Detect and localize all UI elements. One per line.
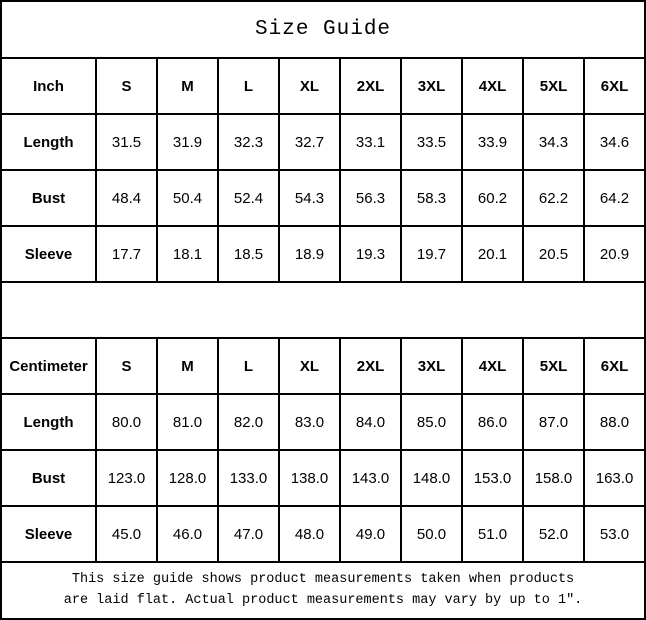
measurement-value-cell: 50.0 — [401, 506, 462, 562]
measurement-value-cell: 88.0 — [584, 394, 645, 450]
centimeter-table — [1, 338, 645, 562]
measurement-value-cell: 46.0 — [157, 506, 218, 562]
measurement-value-cell: 20.5 — [523, 226, 584, 282]
measurement-value-cell: 80.0 — [96, 394, 157, 450]
measurement-value-cell: 81.0 — [157, 394, 218, 450]
measurement-value-cell: 18.9 — [279, 226, 340, 282]
measurement-label: Length — [1, 114, 96, 170]
size-header-cell: S — [96, 58, 157, 114]
measurement-value-cell: 33.5 — [401, 114, 462, 170]
measurement-value-cell: 20.1 — [462, 226, 523, 282]
measurement-row — [1, 506, 645, 562]
measurement-value-cell: 60.2 — [462, 170, 523, 226]
page-title: Size Guide — [1, 1, 645, 58]
measurement-value-cell: 20.9 — [584, 226, 645, 282]
measurement-value-cell: 62.2 — [523, 170, 584, 226]
measurement-label: Bust — [1, 450, 96, 506]
measurement-value-cell: 31.9 — [157, 114, 218, 170]
measurement-value-cell: 83.0 — [279, 394, 340, 450]
measurement-value-cell: 133.0 — [218, 450, 279, 506]
measurement-value-cell: 56.3 — [340, 170, 401, 226]
measurement-row — [1, 114, 645, 170]
measurement-value-cell: 33.1 — [340, 114, 401, 170]
measurement-value-cell: 51.0 — [462, 506, 523, 562]
measurement-value-cell: 58.3 — [401, 170, 462, 226]
measurement-value-cell: 85.0 — [401, 394, 462, 450]
measurement-value-cell: 49.0 — [340, 506, 401, 562]
measurement-value-cell: 32.7 — [279, 114, 340, 170]
size-header-cell: L — [218, 338, 279, 394]
measurement-value-cell: 86.0 — [462, 394, 523, 450]
size-header-cell: 4XL — [462, 58, 523, 114]
footer-note-line-2: are laid flat. Actual product measurements may vary by up to 1″. — [63, 592, 583, 608]
unit-label: Inch — [1, 58, 96, 114]
spacer-cell — [1, 282, 645, 338]
spacer-row — [1, 282, 645, 338]
size-header-cell: 6XL — [584, 58, 645, 114]
measurement-value-cell: 18.5 — [218, 226, 279, 282]
unit-label: Centimeter — [1, 338, 96, 394]
measurement-label: Length — [1, 394, 96, 450]
size-header-cell: XL — [279, 58, 340, 114]
size-header-cell: 5XL — [523, 338, 584, 394]
measurement-value-cell: 45.0 — [96, 506, 157, 562]
measurement-value-cell: 47.0 — [218, 506, 279, 562]
measurement-value-cell: 158.0 — [523, 450, 584, 506]
size-header-cell: 4XL — [462, 338, 523, 394]
measurement-row — [1, 226, 645, 282]
size-header-cell: S — [96, 338, 157, 394]
measurement-row — [1, 450, 645, 506]
size-header-cell: M — [157, 338, 218, 394]
footer-note-line-1: This size guide shows product measurements taken when products — [71, 572, 575, 588]
size-header-row — [1, 338, 645, 394]
measurement-label: Sleeve — [1, 226, 96, 282]
measurement-value-cell: 19.7 — [401, 226, 462, 282]
measurement-value-cell: 143.0 — [340, 450, 401, 506]
measurement-value-cell: 18.1 — [157, 226, 218, 282]
measurement-value-cell: 34.3 — [523, 114, 584, 170]
size-header-row — [1, 58, 645, 114]
size-header-cell: M — [157, 58, 218, 114]
measurement-value-cell: 87.0 — [523, 394, 584, 450]
measurement-value-cell: 163.0 — [584, 450, 645, 506]
measurement-value-cell: 32.3 — [218, 114, 279, 170]
measurement-value-cell: 153.0 — [462, 450, 523, 506]
size-header-cell: L — [218, 58, 279, 114]
size-header-cell: 5XL — [523, 58, 584, 114]
measurement-row — [1, 394, 645, 450]
inch-table — [1, 58, 645, 282]
size-header-cell: 2XL — [340, 58, 401, 114]
measurement-value-cell: 48.4 — [96, 170, 157, 226]
measurement-label: Bust — [1, 170, 96, 226]
measurement-value-cell: 34.6 — [584, 114, 645, 170]
measurement-value-cell: 148.0 — [401, 450, 462, 506]
measurement-value-cell: 48.0 — [279, 506, 340, 562]
measurement-row — [1, 170, 645, 226]
measurement-value-cell: 128.0 — [157, 450, 218, 506]
measurement-value-cell: 138.0 — [279, 450, 340, 506]
size-header-cell: XL — [279, 338, 340, 394]
measurement-value-cell: 50.4 — [157, 170, 218, 226]
footer-note — [1, 562, 645, 619]
measurement-value-cell: 64.2 — [584, 170, 645, 226]
measurement-value-cell: 52.0 — [523, 506, 584, 562]
title-row — [1, 1, 645, 58]
measurement-value-cell: 123.0 — [96, 450, 157, 506]
measurement-value-cell: 33.9 — [462, 114, 523, 170]
size-header-cell: 2XL — [340, 338, 401, 394]
measurement-value-cell: 84.0 — [340, 394, 401, 450]
measurement-value-cell: 53.0 — [584, 506, 645, 562]
measurement-value-cell: 52.4 — [218, 170, 279, 226]
footer-row — [1, 562, 645, 619]
measurement-value-cell: 31.5 — [96, 114, 157, 170]
measurement-value-cell: 54.3 — [279, 170, 340, 226]
measurement-label: Sleeve — [1, 506, 96, 562]
measurement-value-cell: 82.0 — [218, 394, 279, 450]
size-header-cell: 3XL — [401, 58, 462, 114]
measurement-value-cell: 17.7 — [96, 226, 157, 282]
size-header-cell: 3XL — [401, 338, 462, 394]
measurement-value-cell: 19.3 — [340, 226, 401, 282]
size-header-cell: 6XL — [584, 338, 645, 394]
